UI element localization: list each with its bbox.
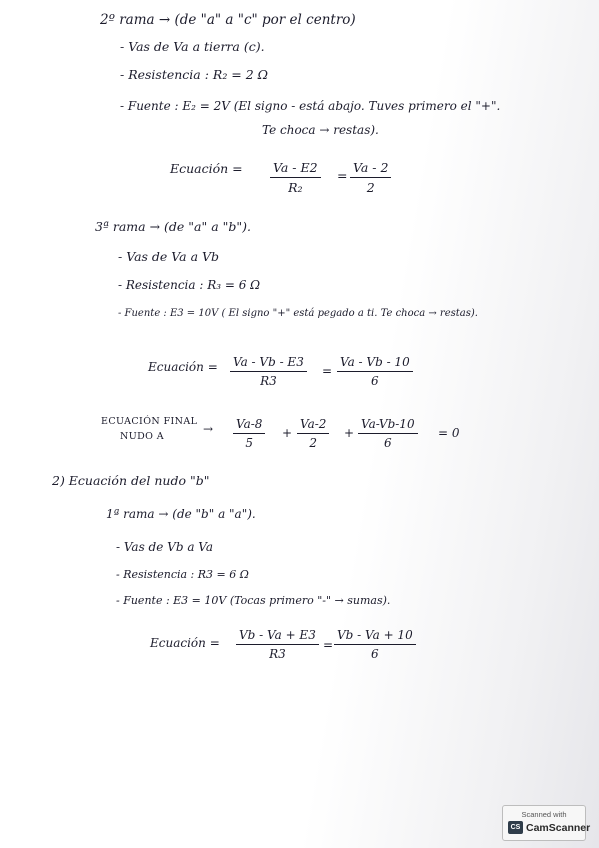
numerator: Va-Vb-10: [361, 417, 415, 431]
rama1-fraction-1: [236, 628, 319, 661]
final-fraction-3: [358, 417, 418, 450]
rama3-fraction-2: [337, 355, 413, 388]
final-label-line1: ECUACIÓN FINAL: [101, 416, 198, 427]
equals-zero: = 0: [438, 426, 460, 440]
rama3-fraction-1: [230, 355, 307, 388]
camscanner-watermark: [502, 805, 591, 841]
numerator: Va - Vb - E3: [233, 355, 304, 369]
denominator: 6: [371, 647, 379, 661]
denominator: 6: [371, 374, 379, 388]
rama3-fuente: - Fuente : E3 = 10V ( El signo "+" está pegado a ti. Te choca → restas).: [118, 308, 478, 319]
denominator: 6: [383, 436, 392, 450]
rama3-heading: 3ª rama → (de "a" a "b").: [95, 219, 251, 234]
section-b-heading: 2) Ecuación del nudo "b": [52, 473, 210, 488]
rama1-resistencia: - Resistencia : R3 = 6 Ω: [116, 568, 249, 581]
denominator: 2: [366, 180, 375, 195]
plus-sign: +: [344, 426, 355, 440]
rama2-fraction-1: [270, 160, 321, 195]
rama2-fraction-2: [350, 160, 391, 195]
rama1-ecuacion-label: Ecuación =: [150, 636, 220, 650]
rama1-fraction-2: [334, 628, 416, 661]
rama2-heading: 2º rama → (de "a" a "c" por el centro): [100, 12, 356, 28]
rama2-resistencia: - Resistencia : R₂ = 2 Ω: [120, 67, 269, 82]
denominator: 5: [245, 436, 254, 450]
denominator: R3: [269, 647, 286, 661]
plus-sign: +: [282, 426, 293, 440]
numerator: Vb - Va + 10: [337, 628, 413, 642]
rama2-vas: - Vas de Va a tierra (c).: [120, 39, 265, 54]
rama1-heading: 1ª rama → (de "b" a "a").: [106, 507, 256, 521]
numerator: Vb - Va + E3: [239, 628, 316, 642]
rama3-resistencia: - Resistencia : R₃ = 6 Ω: [118, 278, 261, 292]
camscanner-brand: CamScanner: [526, 822, 591, 834]
equals-sign: =: [337, 168, 348, 183]
rama2-ecuacion-label: Ecuación =: [170, 161, 243, 176]
numerator: Va - E2: [273, 160, 318, 175]
final-label-line2: NUDO A: [120, 431, 165, 442]
rama3-ecuacion-label: Ecuación =: [148, 360, 218, 374]
rama1-fuente: - Fuente : E3 = 10V (Tocas primero "-" → sumas).: [116, 594, 391, 607]
numerator: Va-2: [300, 417, 327, 431]
numerator: Va - Vb - 10: [340, 355, 410, 369]
denominator: 2: [309, 436, 318, 450]
rama1-vas: - Vas de Vb a Va: [116, 540, 214, 554]
scanned-with-label: Scanned with: [521, 810, 567, 819]
denominator: R3: [260, 374, 277, 388]
camscanner-logo-icon: CS: [508, 821, 523, 834]
final-fraction-1: [233, 417, 265, 450]
final-fraction-2: [297, 417, 329, 450]
rama2-fuente-cont: Te choca → restas).: [262, 123, 379, 137]
equals-sign: =: [323, 638, 334, 652]
rama3-vas: - Vas de Va a Vb: [118, 249, 220, 264]
numerator: Va - 2: [353, 160, 389, 175]
rama2-fuente: - Fuente : E₂ = 2V (El signo - está abajo. Tuves primero el "+".: [120, 99, 501, 113]
denominator: R₂: [288, 180, 303, 195]
arrow: →: [203, 422, 214, 436]
equals-sign: =: [322, 364, 333, 378]
numerator: Va-8: [236, 417, 263, 431]
